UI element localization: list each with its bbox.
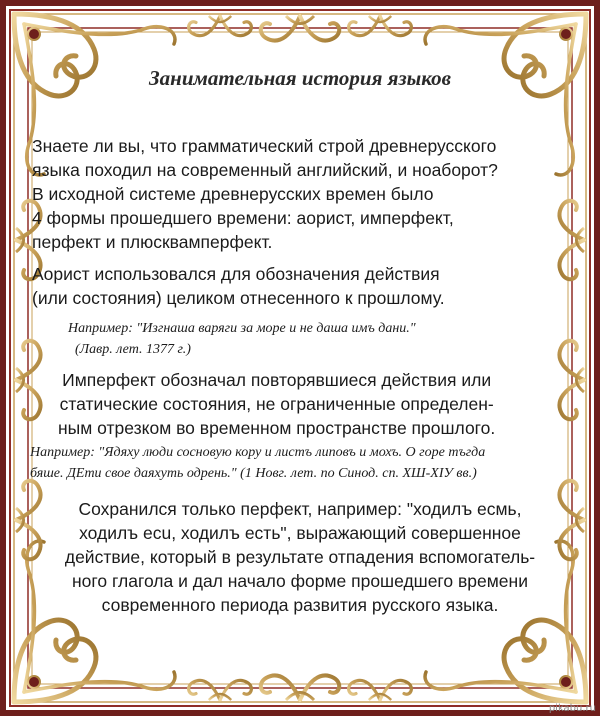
text-line: Сохранился только перфект, например: "ходилъ есмь,: [78, 499, 522, 519]
text-line: статические состояния, не ограниченные определен-: [59, 394, 494, 414]
quote-line: Например: "Изгнаша варяги за море и не даша имъ дани.": [68, 321, 416, 336]
paragraph-grammar-intro: [32, 134, 572, 254]
quote-aorist-example: [68, 318, 416, 360]
text-line: ходилъ есu, ходилъ есть", выражающий совершенное: [79, 523, 521, 543]
text-line: ного глагола и дал начало форме прошедшего времени: [72, 571, 528, 591]
text-line: действие, который в результате отпадения вспомогатель-: [64, 547, 536, 567]
paragraph-aorist: [32, 262, 445, 310]
text-line: ным отрезком во временном пространстве прошлого.: [58, 418, 496, 438]
quote-line: бяше. ДЕти свое даяхуть одрень." (1 Новг. лет. по Синод. сп. ХШ-XIУ вв.): [30, 466, 477, 481]
text-line: современного периода развития русского языка.: [101, 595, 499, 615]
text-line: Знаете ли вы, что грамматический строй древнерусского: [32, 136, 497, 156]
text-line: 4 формы прошедшего времени: аорист, имперфект,: [32, 208, 454, 228]
text-line: (или состояния) целиком отнесенного к прошлому.: [32, 288, 445, 308]
paragraph-imperfect: [58, 368, 495, 440]
text-line: языка походил на современный английский, и ноаборот?: [32, 160, 498, 180]
quote-imperfect-example: [30, 442, 485, 484]
text-line: Аорист использовался для обозначения действия: [32, 264, 440, 284]
text-line: перфект и плюсквамперфект.: [32, 232, 273, 252]
page-title: Занимательная история языков: [149, 66, 451, 90]
quote-line: (Лавр. лет. 1377 г.): [68, 342, 191, 357]
paragraph-perfect: [36, 497, 564, 617]
quote-line: Например: "Ядяху люди сосновую кору и листъ липовъ и мохъ. О горе тъгда: [30, 445, 486, 460]
text-line: Имперфект обозначал повторявшиеся действия или: [62, 370, 492, 390]
text-line: В исходной системе древнерусских времен было: [32, 184, 434, 204]
watermark: pikabu.ru: [548, 703, 596, 714]
